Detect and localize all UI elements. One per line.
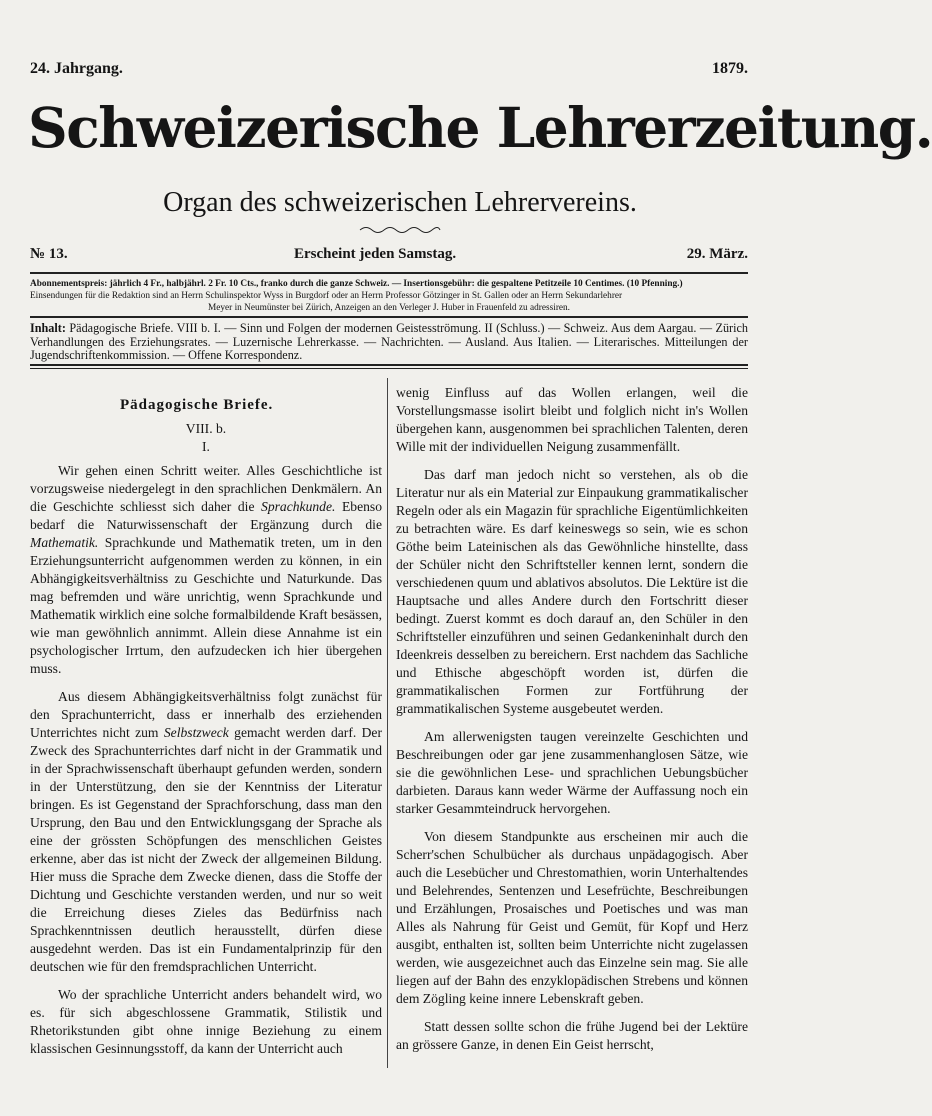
contents-label: Inhalt:: [30, 321, 66, 335]
emphasis: Sprachkunde.: [261, 499, 336, 514]
text-run: Sprachkunde und Mathematik treten, um in den Erziehungsunterricht aufgenommen werden zu können, in ein Abhängigkeitsverhältniss zu Geschichte und Naturkunde. Das mag befremden und wäre unrichtig, wenn Sprachkunde und Mathematik wirklich eine solche formalbildende Kraft besässen, wie man gewöhnlich annimmt. Allein diese Annahme ist ein psychologischer Irrtum, den aufzudecken ich hier übergehen muss.: [30, 535, 382, 676]
table-of-contents: [30, 322, 748, 363]
article-title: Pädagogische Briefe.: [120, 397, 274, 413]
right-column: [396, 384, 748, 1054]
rule-contents-bottom-2: [30, 368, 748, 369]
subscription-info: [30, 278, 748, 314]
article-section: I.: [202, 439, 210, 454]
paragraph: Wo der sprachliche Unterricht anders behandelt wird, wo es. für sich abgeschlossene Grammatik, Stilistik und Rhetorikstunden gibt ohne innige Beziehung zu einem klassischen Gesinnungsstoff, da kann der Unterricht auch: [30, 987, 382, 1056]
text-run: Wir gehen einen Schritt weiter. Alles Geschichtliche ist vorzugsweise niedergelegt in den sprachlichen Denkmälern. An die Geschichte schliesst sich daher die: [30, 463, 382, 514]
volume-label: 24. Jahrgang.: [30, 60, 123, 77]
text-run: Ebenso bedarf die Naturwissenschaft der Ergänzung durch die: [30, 499, 382, 532]
publication-frequency: Erscheint jeden Samstag.: [294, 246, 457, 262]
issue-number: № 13.: [30, 246, 68, 262]
article-part: VIII. b.: [185, 421, 227, 436]
newspaper-subtitle: Organ des schweizerischen Lehrervereins.: [163, 187, 637, 218]
rule-top: [30, 272, 748, 274]
paragraph: Das darf man jedoch nicht so verstehen, als ob die Literatur nur als ein Material zur Einpaukung grammatikalischer Regeln oder als ein Magazin für sprachliche Eigentümlichkeiten zu betrachten wäre. Es darf keineswegs so sein, wie es schon Göthe beim Lateinischen als das Gewöhnliche hinstellte, dass der Schüler nicht den Schriftsteller kennen lernt, sondern die verschiedenen quum und ablativos absolutos. Die Lektüre ist die Hauptsache und alles Andere durch den Fortschritt dieser bedingt. Zuerst kommt es doch darauf an, den Schüler in den Schriftsteller einzuführen und seinen Gedankeninhalt durch den Ideenkreis desselben zu bereichern. Erst nachdem das Sachliche und Ethische abgeschöpft worden ist, dürfen die grammatikalischen Formen zur Fortführung der grammatikalischen Systeme ausgebeutet werden.: [396, 467, 748, 716]
advert-line: Meyer in Neumünster bei Zürich, Anzeigen an den Verleger J. Huber in Frauenfeld zu adressiren.: [207, 303, 571, 313]
text-run: Aus diesem Abhängigkeitsverhältniss folgt zunächst für den Sprachunterricht, dass er innerhalb des erziehenden Unterrichtes nicht zum: [30, 689, 382, 740]
emphasis: Selbstzweck: [163, 725, 229, 740]
volume-year-line: [30, 60, 748, 82]
paragraph: Statt dessen sollte schon die frühe Jugend bei der Lektüre an grössere Ganze, in denen Ein Geist herrscht,: [396, 1019, 748, 1052]
year-label: 1879.: [712, 60, 748, 77]
rule-contents-top: [30, 316, 748, 318]
subscription-line: Abonnementspreis: jährlich 4 Fr., halbjährl. 2 Fr. 10 Cts., franko durch die ganze Schweiz. — Insertionsgebühr: die gespaltene Petitzeile 10 Centimes. (10 Pfenning.): [30, 279, 683, 289]
paragraph: [30, 688, 382, 976]
ornament-flourish: [358, 224, 442, 236]
contents-text: Pädagogische Briefe. VIII b. I. — Sinn und Folgen der modernen Geistesströmung. II (Schluss.) — Schweiz. Aus dem Aargau. — Zürich Verhandlungen des Erziehungsrates. — Luzernische Lehrerkasse. — Nachrichten. — Ausland. Aus Italien. — Literarisches. Mitteilungen der Jugendschriftenkommission. — Offene Korrespondenz.: [30, 321, 748, 362]
text-run: gemacht werden darf. Der Zweck des Sprachunterrichtes darf nicht in der Grammatik und in der Sprachwissenschaft überhaupt gefunden werden, sondern in der Unterstützung, den sie der Kenntniss der Literatur bringen. Es ist Gegenstand der Sprachforschung, dass man den Ursprung, den Bau und den Entwicklungsgang der Sprache als eine der grössten Schöpfungen des menschlichen Geistes erkenne, aber das ist nicht der Zweck der allgemeinen Bildung. Hier muss die Sprache dem Zwecke dienen, dass die Stoffe der Dichtung und Geschichte verstanden werden, und nur so weit die Erreichung dieses Zieles das Bedürfniss nach Sprachkenntnissen deutlich herausstellt, dürfen diese ausgedehnt werden. Das ist ein Fundamentalprinzip für den deutschen wie für den fremdsprachlichen Unterricht.: [30, 725, 382, 974]
column-divider: [387, 378, 388, 1068]
rule-contents-bottom-1: [30, 364, 748, 366]
emphasis: Mathematik.: [30, 535, 99, 550]
issue-date: 29. März.: [686, 246, 748, 262]
paragraph: Von diesem Standpunkte aus erscheinen mir auch die Scherr'schen Schulbücher als durchaus unpädagogisch. Aber auch die Lesebücher und Chrestomathien, worin Unterhaltendes und Belehrendes, Sentenzen und Lesefrüchte, Beschreibungen und Erzählungen, Prosaisches und Poetisches und was man Alles als Nahrung für Geist und Gemüt, für Kopf und Herz ausgibt, enthalten ist, sollten beim Unterrichte nicht zugelassen werden, wie ausgezeichnet auch das Einzelne sein mag. Sie alle liegen auf der Bahn des enzyklopädischen Strebens und können dem Zögling keine innere Lebenskraft geben.: [396, 829, 748, 1006]
issue-line: [30, 246, 748, 268]
paragraph: Am allerwenigsten taugen vereinzelte Geschichten und Beschreibungen oder gar jene zusammenhanglosen Sätze, wie sie die gewöhnlichen Lese- und sprachlichen Uebungsbücher darbieten. Daraus kann weder Wärme der Auffassung noch ein starker Gesammteindruck hervorgehen.: [396, 729, 748, 816]
submission-line: Einsendungen für die Redaktion sind an Herrn Schulinspektor Wyss in Burgdorf oder an Herrn Professor Götzinger in St. Gallen oder an Herrn Sekundarlehrer: [30, 291, 623, 301]
left-column: [30, 384, 382, 1058]
paragraph: [30, 462, 382, 678]
newspaper-title: Schweizerische Lehrerzeitung.: [28, 95, 932, 160]
paragraph: wenig Einfluss auf das Wollen erlangen, weil die Vorstellungsmasse isolirt bleibt und folglich nicht in's Wollen übergehen kann, ausgenommen bei sprachlichen Talenten, deren Wille mit der individuellen Neigung zusammenfällt.: [396, 385, 748, 454]
